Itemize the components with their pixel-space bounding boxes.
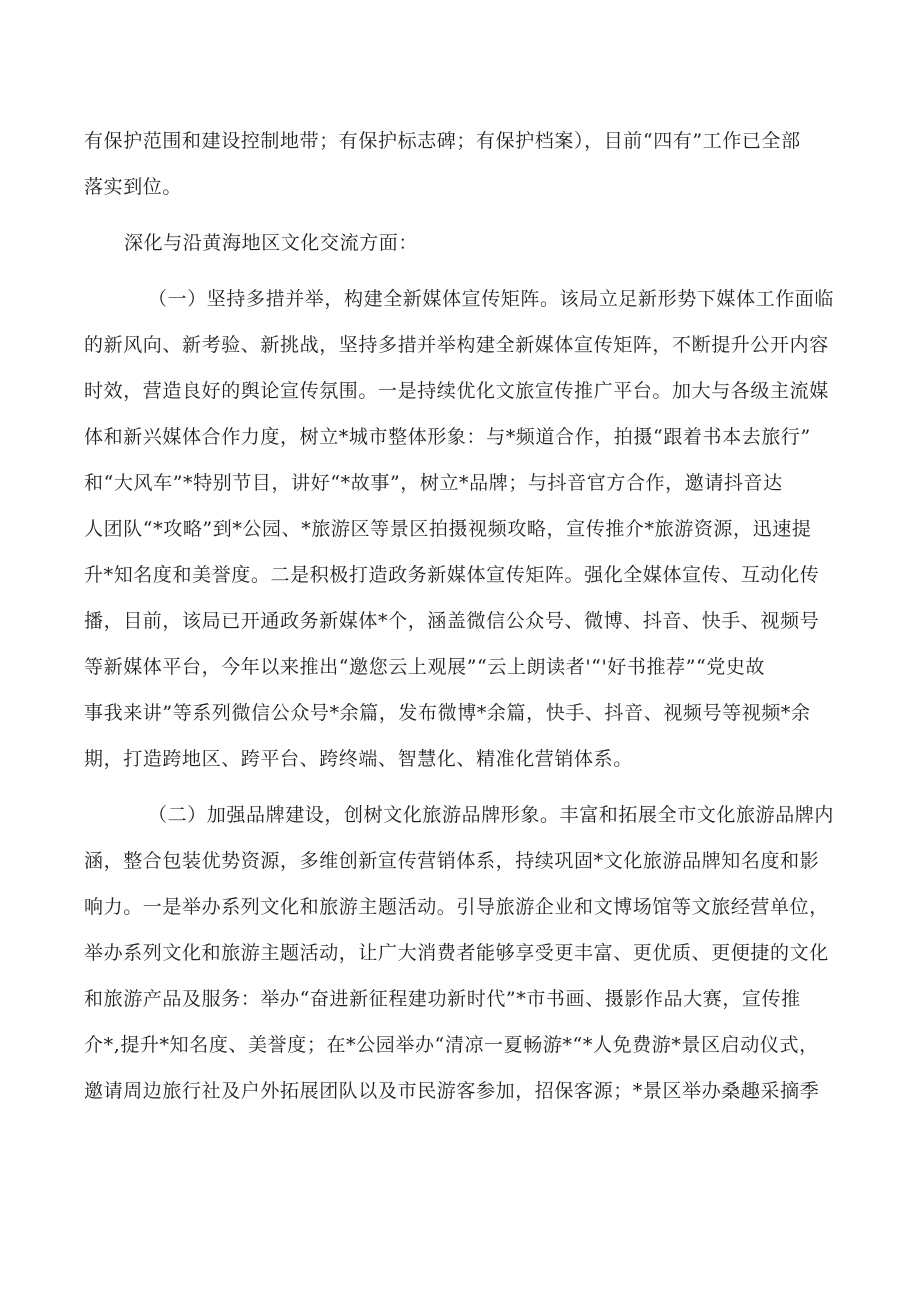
text-line-8: 和“大风车”*特别节目，讲好“*故事”，树立*品牌；与抖音官方合作，邀请抖音达 bbox=[84, 472, 783, 494]
text-line-5: 的新风向、新考验、新挑战，坚持多措并举构建全新媒体宣传矩阵，不断提升公开内容 bbox=[84, 334, 829, 356]
text-line-14: 期，打造跨地区、跨平台、跨终端、智慧化、精准化营销体系。 bbox=[84, 748, 633, 770]
text-line-11: 播，目前，该局已开通政务新媒体*个，涵盖微信公众号、微博、抖音、快手、视频号 bbox=[84, 610, 820, 632]
text-line-15: （二）加强品牌建设，创树文化旅游品牌形象。丰富和拓展全市文化旅游品牌内 bbox=[148, 804, 835, 826]
text-line-21: 邀请周边旅行社及户外拓展团队以及市民游客参加，招保客源；*景区举办桑趣采摘季 bbox=[84, 1080, 820, 1102]
text-line-9: 人团队“*攻略”到*公园、*旅游区等景区拍摄视频攻略，宣传推介*旅游资源，迅速提 bbox=[84, 518, 812, 540]
text-line-13: 事我来讲”等系列微信公众号*余篇，发布微博*余篇，快手、抖音、视频号等视频*余 bbox=[84, 702, 811, 724]
text-line-17: 响力。一是举办系列文化和旅游主题活动。引导旅游企业和文博场馆等文旅经营单位， bbox=[84, 896, 829, 918]
text-line-1: 有保护范围和建设控制地带；有保护标志碑；有保护档案），目前“四有”工作已全部 bbox=[84, 130, 801, 152]
text-line-2: 落实到位。 bbox=[84, 176, 183, 198]
text-line-10: 升*知名度和美誉度。二是积极打造政务新媒体宣传矩阵。强化全媒体宣传、互动化传 bbox=[84, 564, 820, 586]
section-heading: 深化与沿黄海地区文化交流方面： bbox=[124, 232, 419, 254]
text-line-6: 时效，营造良好的舆论宣传氛围。一是持续优化文旅宣传推广平台。加大与各级主流媒 bbox=[84, 380, 829, 402]
text-line-16: 涵，整合包装优势资源，多维创新宣传营销体系，持续巩固*文化旅游品牌知名度和影 bbox=[84, 850, 820, 872]
text-line-19: 和旅游产品及服务：举办“奋进新征程建功新时代”*市书画、摄影作品大赛，宣传推 bbox=[84, 988, 801, 1010]
text-line-7: 体和新兴媒体合作力度，树立*城市整体形象：与*频道合作，拍摄“跟着书本去旅行” bbox=[84, 426, 811, 448]
text-line-4: （一）坚持多措并举，构建全新媒体宣传矩阵。该局立足新形势下媒体工作面临 bbox=[148, 288, 835, 310]
text-line-12: 等新媒体平台，今年以来推出“邀您云上观展”“云上朗读者'“'好书推荐”“党史故 bbox=[84, 656, 766, 678]
text-line-20: 介*,提升*知名度、美誉度；在*公园举办“清凉一夏畅游*“*人免费游*景区启动仪式， bbox=[84, 1034, 819, 1056]
text-line-18: 举办系列文化和旅游主题活动，让广大消费者能够享受更丰富、更优质、更便捷的文化 bbox=[84, 942, 829, 964]
